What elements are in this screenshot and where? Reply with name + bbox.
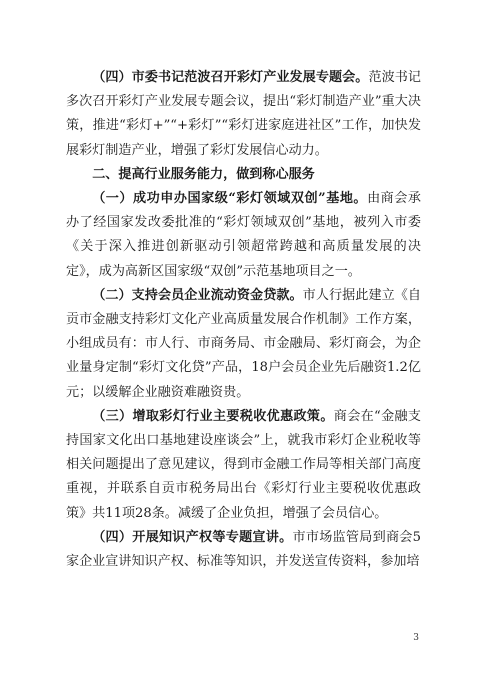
- paragraph-text: 商会在“金融支持国家文化出口基地建设座谈会”上，就我市彩灯企业税收等相关问题提出了意见建议，得到市金融工作局等相关部门高度重视，并联系自贡市税务局出台《彩灯行业主要税收优惠政策》共11项28条。减缓了企业负担，增强了会员信心。: [66, 408, 422, 521]
- paragraph-text: 市市场监管局到商会5家企业宣讲知识产权、标准等知识，并发送宣传资料，参加培: [66, 529, 421, 570]
- page-number: 3: [413, 633, 419, 643]
- paragraph-lead: （四）开展知识产权等专题宣讲。: [92, 529, 293, 545]
- paragraph-loan-support: [66, 284, 421, 405]
- paragraph-text: 由商会承办了经国家发改委批准的“彩灯领域双创”基地，被列入市委《关于深入推进创新驱动引领超常跨越和高质量发展的决定》，成为高新区国家级“双创”示范基地项目之一。: [66, 191, 422, 279]
- paragraph-lead: （三）增取彩灯行业主要税收优惠政策。: [92, 408, 334, 424]
- section-heading: 二、提高行业服务能力，做到称心服务: [92, 166, 315, 182]
- paragraph-lead: （二）支持会员企业流动资金贷款。: [92, 287, 303, 303]
- paragraph-text: 范波书记多次召开彩灯产业发展专题会议，提出“彩灯制造产业”重大决策，推进“彩灯+”“+彩灯”“彩灯进家庭进社区”工作，加快发展彩灯制造产业，增强了彩灯发展信心动力。: [66, 70, 422, 158]
- paragraph-innovation-base: [66, 187, 421, 284]
- paragraph-lead: （一）成功申办国家级“彩灯领域双创”基地。: [92, 191, 368, 207]
- paragraph-text: 市人行据此建立《自贡市金融支持彩灯文化产业高质量发展合作机制》工作方案，小组成员有：市人行、市商务局、市金融局、彩灯商会，为企业量身定制“彩灯文化贷”产品，18户会员企业先后融资1.2亿元；以缓解企业融资难融资贵。: [66, 287, 422, 400]
- document-body: [66, 66, 421, 574]
- paragraph-tax-policy: [66, 405, 421, 526]
- paragraph-party-secretary-meeting: [66, 66, 421, 163]
- paragraph-ip-lecture: [66, 526, 421, 574]
- paragraph-lead: （四）市委书记范波召开彩灯产业发展专题会。: [92, 70, 369, 85]
